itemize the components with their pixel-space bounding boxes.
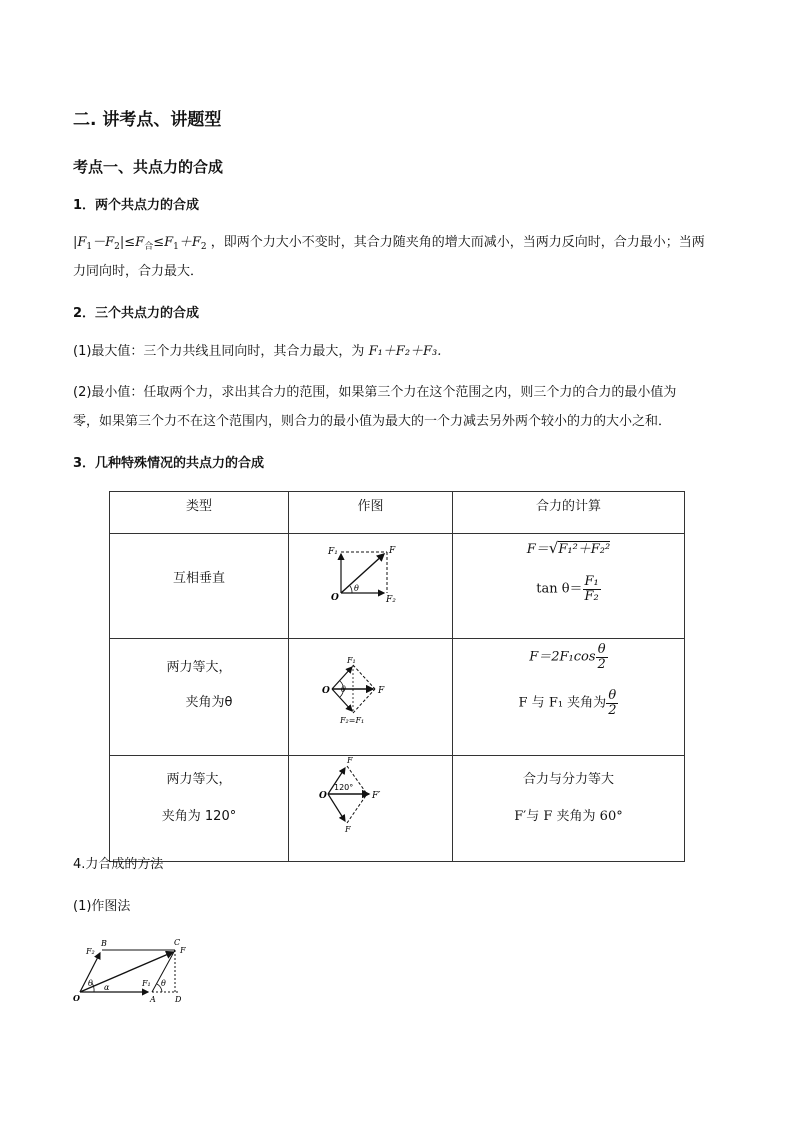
row2-calc	[453, 639, 685, 756]
label-120: 120°	[334, 783, 354, 792]
label-a: A	[150, 995, 156, 1004]
row1-figure	[289, 534, 453, 639]
sub2-item1: (1)最大值：三个力共线且同向时，其合力最大，为 F₁＋F₂＋F₃.	[73, 344, 442, 359]
sub2-title: 2．三个共点力的合成	[73, 306, 200, 321]
label-f1: F₁	[328, 547, 338, 557]
header-type: 类型	[110, 492, 289, 534]
header-calc: 合力的计算	[453, 492, 685, 534]
sub1-title: 1．两个共点力的合成	[73, 198, 200, 213]
parallelogram-method-diagram	[68, 932, 198, 1007]
label-f-top: F	[347, 756, 353, 765]
sub3-title: 3．几种特殊情况的共点力的合成	[73, 456, 265, 471]
label-f: F	[378, 686, 385, 696]
label-f1: F₁	[347, 656, 356, 665]
section-title: 二. 讲考点、讲题型	[73, 110, 222, 130]
label-o: O	[322, 686, 330, 696]
row3-calc: 合力与分力等大 F′与 F 夹角为 60°	[453, 756, 685, 862]
header-figure: 作图	[289, 492, 453, 534]
label-c: C	[174, 938, 181, 947]
row2-formula1: F＝2F₁cos $\frac{\theta}{2}$	[529, 642, 606, 672]
label-theta-2: θ	[161, 979, 166, 988]
label-o: O	[319, 791, 327, 801]
special-cases-table	[109, 491, 685, 862]
label-theta-1: θ	[88, 979, 93, 988]
label-d: D	[175, 995, 182, 1004]
label-f: F	[389, 546, 396, 556]
point-title: 考点一、共点力的合成	[73, 158, 224, 176]
label-alpha: α	[104, 983, 110, 992]
sub1-paragraph-line2: 力同向时，合力最大．	[73, 264, 204, 279]
sub4-item1: (1)作图法	[73, 899, 131, 914]
equal-forces-theta-diagram	[289, 639, 452, 751]
row2-formula2: F 与 F₁ 夹角为 $\frac{\theta}{2}$	[518, 688, 617, 718]
table-row	[110, 639, 685, 756]
inequality-expression: $|F_1-F_2|\le F_合\le F_1+F_2$	[73, 235, 207, 252]
table-row	[110, 756, 685, 862]
label-f2-eq-f1: F₂=F₁	[340, 716, 365, 725]
sub2-item2-line1: (2)最小值：任取两个力，求出其合力的范围，如果第三个力在这个范围之内，则三个力的合力的最小值为	[73, 385, 677, 400]
sub4-title: 4.力合成的方法	[73, 857, 164, 872]
row1-calc	[453, 534, 685, 639]
label-theta: θ	[341, 685, 346, 694]
sub1-paragraph-line1: $|F_1-F_2|\le F_合\le F_1+F_2$ ，即两个力大小不变时，其合力随夹角的增大而减小，当两力反向时，合力最小；当两	[73, 235, 705, 252]
label-f-prime: F′	[372, 791, 381, 801]
equal-forces-120-diagram	[289, 756, 452, 857]
label-f-bottom: F	[345, 825, 351, 834]
label-f1: F₁	[142, 979, 151, 988]
row1-type: 互相垂直	[110, 534, 289, 639]
table-row	[110, 534, 685, 639]
label-f2: F₂	[386, 595, 396, 605]
label-f: F	[180, 946, 186, 955]
row1-formula2: tan θ＝ $\frac{\text{F₁}}{\text{F₂}}$	[536, 574, 599, 604]
sub2-item2-line2: 零，如果第三个力不在这个范围内，则合力的最小值为最大的一个力减去另外两个较小的力的大小之和．	[73, 414, 672, 429]
row1-formula1: F＝√F₁²＋F₂²	[526, 539, 611, 557]
row2-figure	[289, 639, 453, 756]
table-header-row	[110, 492, 685, 534]
label-o: O	[331, 593, 339, 603]
label-o: O	[73, 993, 80, 1003]
label-f2: F₂	[86, 947, 95, 956]
row3-figure	[289, 756, 453, 862]
label-b: B	[101, 939, 107, 948]
row2-type: 两力等大， 夹角为θ	[110, 639, 289, 756]
perpendicular-forces-diagram	[289, 534, 452, 634]
row3-type: 两力等大， 夹角为 120°	[110, 756, 289, 862]
label-theta: θ	[354, 584, 359, 593]
